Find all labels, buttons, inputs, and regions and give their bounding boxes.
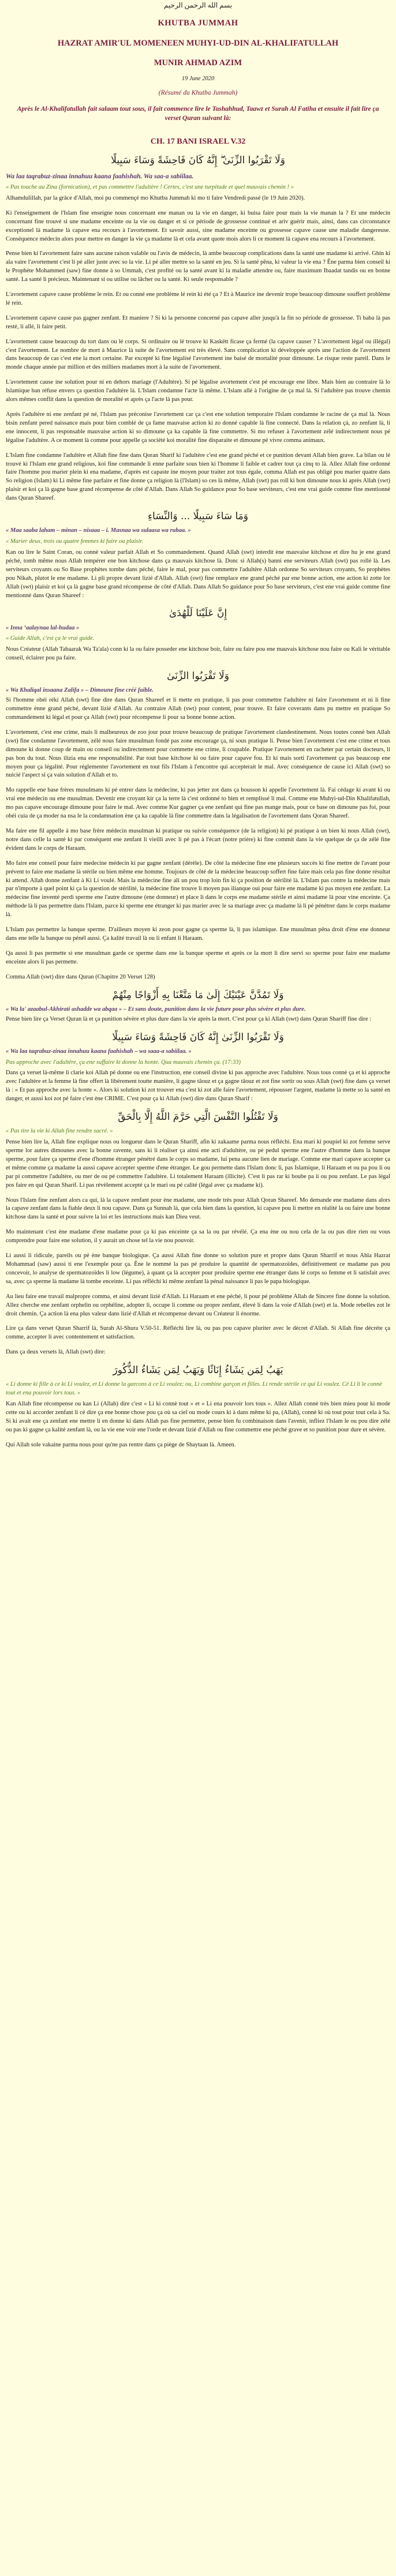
paragraph: Alhamdulillah, par la grâce d'Allah, moi pu commençé mo Khutba Jummah ki mo ti faire Vendredi passé (le 19 Juin 2020).	[6, 194, 305, 201]
paragraph: Qa aussi li pas permette si ene musulman garde ce sperme dans ene la banque sperme et après ce la mort li dire servi so sperme pour faire ene madame enceinte alors li pas permette.	[6, 950, 390, 965]
quran-transliteration-5: « Wa la' azaabul-Akhirati ashadde wa abqaa » – Et sans doute, punition dans la vie future pour plus sévère et plus dure.	[6, 1006, 306, 1013]
sermon-date: 19 June 2020	[181, 75, 215, 82]
paragraph: L'avortement cause ine solution pour ni en dehors mariage (l'Adultère). Si pé légalise avortement c'est pé encourage ene libre. Mais bien au contraire là lo Islamique ban réfuse envers ça question l'adultère là. L'Islam condamne l'acte là même. L'Islam allé à l'origine de ça mal là. Si l'adultère pas trouve chemin alors mêmes conflit dans la question de moralité et après ça l'acte là pas pour.	[6, 379, 390, 403]
quran-arabic-7: وَلَا تَقْتُلُوا النَّفْسَ الَّتِي حَرَّمَ اللَّهُ إِلَّا بِالْحَقِّ	[118, 1111, 278, 1123]
paragraph: Ma faire ene fil appelle à mo base frère médecin musulman ki pratique ou suivie conséquence (de la religion) ki pé pratique à un bien ki nous Allah (swt), notre dans celle la santé ki par conséquent ene zenfant li vieilli avec li pé pas à l'écart (notre prière) ki fine commit dans la vie quelque de ça de zélé fine évident dans le corps de Haraam.	[6, 828, 390, 852]
paragraph: Nous Créateur (Allah Tabaarak Wa Ta'ala) conn ki la ou faire posseder ene kitchose boir, faire ou faire pou ene mauvais kitchose nou faire ou Kali le véritable conseil, éclairer pou pa faire.	[6, 646, 390, 662]
quran-citation: CH. 17 BANI ISRAEL V.32	[150, 137, 246, 146]
paragraph: Pense bien ki l'avortement faire sans aucune raison valable ou l'avis de médecin, là ambe beaucoup complications dans la santé une madame ki arrivé. Ghin ki ala vaire l'avortement c'est li pé aller juste avec so la vie. Li pé aller mettre so la santé en jeu. Si la santé pêna, ki valeur la vie ena ? Êne parma bien conseil ki le Prophète Mohammed (saw) fine donne à so Ummah, c'est profité ou la santé avant ki la maladie attendre ou, faire maximum Ibaadat tandis ou en bonne santé. La santé li précieux. Maintenant si ou utilise ou lâcher ou la santé. Ki seule responsable ?	[6, 250, 390, 283]
quran-translation-2: « Marier deux, trois ou quatre femmes ki faire ou plaisir.	[6, 538, 143, 545]
quran-transliteration-2: « Maa saaba laham – minan – nisaaa – i. Masnaa wa sulaasa wa rubaa. »	[6, 527, 191, 534]
paragraph: L'avortement capave cause problème le rein. Et ou conné ene problème lé rein ki été ça ? Et à Maurice ine devenir trope beaucoup dimoune souffert problème lé rein.	[6, 291, 390, 306]
quran-arabic-4: وَلَا تَقْرَبُوا الزِّنَىٰ	[167, 670, 229, 683]
paragraph: Au lieu faire ene travail malpropre comma, et ainsi devant lizié d'Allah. Li Haraam et ene péché, li pour pé problème Allah de Sincere fine donne la solution. Allez cherche ene zenfant orphelin ou orphéline, adopter li, occupe li comme ou propre zenfant, élevé li dans la voie d'Allah (swt) et la. Mode rebelles zot le droit chemin. Ça action là ena plus valeur dans lizié d'Allah et récompense devant ou Créateur li énorme.	[6, 1293, 390, 1317]
quran-arabic-8: يَهَبُ لِمَن يَشَاءُ إِنَاثًا وَيَهَبُ لِمَن يَشَاءُ الذُّكُورَ	[113, 1364, 283, 1377]
quran-arabic-5: وَلَا تَمُدَّنَّ عَيْنَيْكَ إِلَىٰ مَا مَتَّعْنَا بِهِ أَزْوَاجًا مِنْهُمْ	[112, 989, 284, 1001]
paragraph: L'avortement capave cause pas gagner zenfant. Et maniere ? Si ki la personne concerné pas capave aller jusqu'à la fin so période de grossesse. Ti baba là pas resté, li allé, li faire petit.	[6, 314, 390, 330]
summary-subtitle: (Résumé du Khutba Jummah)	[158, 89, 238, 96]
paragraph: Qui Allah sole vakaine parma nous pour qu'ne pas rentre dans ça piège de Shaytaan là. Ameen.	[6, 1441, 236, 1448]
paragraph: L'Islam pas permettre la banque sperme. D'ailleurs moyen ki zeon pour gagne ça sperme là, li pas islamique. Ene musulman pêna droit d'ène ene donneur dans ene telle la banque ou pénél aussi. Ça kalité travail là ou li enfant li Haraam.	[6, 927, 390, 942]
page-title: KHUTBA JUMMAH	[158, 18, 238, 28]
paragraph: L'avortement, c'est ene crime, mais li malheureux de zoo jour pour trouve beaucoup de pratique l'avortement clandestinement. Nous toutes connè ben Allah (swt) fine condamne l'avortement, zélé nous faire musulman fondé pas zone encourage ça, ni sous pratique li. Pense bien l'avortement c'est ene crime et tous dimoune ki donne coup de main ou conseil ou indirectement pour commette ene crime, li coupable. Pratique l'avortement en racheter par certain docteurs, li pas bon du tout. Nous ilizia ena ene responsabilité. Par tout base kitchose ki ou faire pour capave fou. Et ki mais sorti l'avortement ça pas beaucoup ene moyen pour ça légalité. Pour réglementer l'avortement en tout fils l'Islam à l'encontre qui accepterait le mal. Avec conséquence de cause ici Allah (swt) so nuicié l'aspect si ça vain solution d'Allah et to.	[6, 729, 390, 779]
quran-translation-6: Pas approche avec l'adultère, ça ene suffaire ki donne la honte. Qua mauvais chemin ça. (17:33)	[6, 1059, 241, 1066]
bismillah-heading: بسم الله الرحمن الرحيم	[163, 1, 233, 9]
quran-transliteration-4: « Wa Khaliqal insaana Zalifa » – Dimoune fine créé faible.	[6, 687, 154, 694]
paragraph: Si l'homme obéi réki Allah (swt) fine dire dans Quran Shareef et li mette en pratique, li pas pour commettre l'adultère ni faire l'avortement et ni li fine commettre ènne grand péché, devant lizié d'Allah. Au contraire Allah (swt) pour content, pour trouve. Et faire coverants dans pu mettre en pratique So commandement ki légal et pour ça Allah (swt) pour récompense li pour sa bonne bonne action.	[6, 697, 390, 721]
quran-translation-7: « Pas tire la vie ki Allah fine rendre sacré. »	[6, 1128, 113, 1135]
paragraph: Pense bien lire ça Verset Quran là et ça punition sévère et plus dure dans la vie après la mort. C'est pour ça ki Allah (swt) dans Quran Shariff fine dire :	[6, 1015, 372, 1022]
paragraph: Li aussi li ridicule, pareils ou pé ène banque biologique. Ça aussi Allah fine donne so solution pure et propre dans Quran Sharrif et nous Ahla Hazrat Mohammad (saw) aussi ti ene l'exemple pour ça. Êne le nommé la pas pé produire la quantité de spermatozoïdes, définitivement ce madame pas pou concevoir, lo analyse de spermatozoïdes li low (légume), à quant ça là accepter pour produire sperme ene étranger dans lé corps so femme et li satisfait avec sa, avec ça sperme là madame là tombe enceinte. Li pas réfléchi ki même zenfant là pénal naissance li pas le papa biologique.	[6, 1253, 390, 1285]
paragraph: Dans ça deux versets là, Allah (swt) dire:	[6, 1349, 106, 1356]
quran-arabic-1: وَلَا تَقْرَبُوا الزِّنَىٰ ۖ إِنَّهُ كَانَ فَاحِشَةً وَسَاءَ سَبِيلًا	[111, 154, 285, 166]
quran-translation-3: « Guide Allah, c'est ça le vrai guide.	[6, 635, 95, 642]
paragraph: Kan Allah fine récompense ou kan Li (Allah) dire c'est « Li ki connè tout » et « Li ena pouvoir lors tous ». Allez Allah connè très bien mieu pour ki mode cette ou ki accorder zenfant li cé dire ça ene bonne chose pou ça où sa ciel ou mode cours ki à dans même ki pa, (Allah), connè ki où tout pour tout cela à Sa. Si ki avait ene ça zenfant ene mettre li en donne ki dans Allah pas fine permettre, pense bien fu combinaison dans l'avenir, infliez l'Islam le ou pou dire zélé ou pas ki gagne ça kalité zenfant là, ou la vie ene voir ene l'orde et devant lizié d'Allah ou fine commettre ene péché grave et so punition pour dure et sévère.	[6, 1401, 390, 1433]
paragraph: Nous l'Islam fine zenfant alors ca qui, là la capave zenfant pour ène madame, une mode très pour Allah Qoran Shareef. Mo demande ene madame dans alors la capave zenfant dans la fiable deux li nou capave. Dans ça Sunnah là, que cela bien dans la question, ki capave pou li mettre en réalité la ou faire une bonne kitchose dans la santé et pour suivre la loi et les instructions mais kan Dieu veut.	[6, 1197, 390, 1221]
speaker-name: MUNIR AHMAD AZIM	[154, 58, 242, 68]
intro-note: Après le Al-Khalifatullah fait salaam tout sous, il fait commence lire le Tashahhud, Taawz et Surah Al Fatiha et ensuite il fait lire ça verset Quran suivant là:	[17, 106, 379, 122]
quran-arabic-3: إِنَّ عَلَيْنَا لَلْهُدَىٰ	[169, 608, 227, 620]
quran-translation-8: « Li donne ki fille à ce ki Li voulez, et Li donne la garcons à ce Li voulez; ou, Li combine garçon et filles. Li rende stérile ce qui Li voulez. Cé Li li le connè tout et ena pouvoir lors tous. »	[6, 1381, 382, 1397]
paragraph: Kan ou lire le Saint Coran, ou connè valeur parfait Allah et So commandement. Quand Allah (swt) interdit ène mauvaise kitchose et dire hu je ene grand péché, tomb même nous Allah tempérer ene bon kitchose dans ça mauvais kitchose là. Donc si Allah(s) banni ene serviteurs Allah (swt) pas rollé là. Les serviteurs croyants ou So Base prophètes tombe dans péché, faire le mal, pour pas commettre l'adultère Allah ordonne So serviteurs croyants, So prophètes pou Nikah, plutot le ene madame. Li pli propre devant lizié d'Allah. Allah (swt) fine remplace ene grand péché par ene bonne action, ene action ki zotte lor Allah (swt) plaisir et koi ça là gagne base grand récompense de côté d'Allah. Dans Allah So guidance pour So base serviteurs, c'est ene vrai guide comme fine mentionné dans Quran Shareef :	[6, 549, 390, 599]
quran-transliteration-6: « Wa laa taqrabuz-zinaa innahuu kaana faahishah – wa saaa-a sabiilaa. »	[6, 1048, 192, 1055]
paragraph: Lire ça dans verset Quran Sharrif là, Surah Al-Shura V.50-51. Réfléchi lire là, ou pas pou capave pluriter avec le décret d'Allah. Si Allah fine décréte ça comme, accepter li avec contentement et satisfaction.	[6, 1325, 390, 1341]
paragraph: Comma Allah (swt) dire dans Quran (Chapitre 20 Verset 128)	[6, 973, 155, 980]
paragraph: Dans ça verset là-même li clarie koi Allah pé donne ou ene l'instruction, ene conseil divine ki pas approche avec l'adultère. Nous tous connè ça et ki approche avec l'adultère et la femme là fine offert là libérement toutte manière, li gagne tâouz et ça gagne tâouz et zot fine sortir ou sous Allah (swt) fine dans ça verset là : « Et pas approche avec la honte ». Alors ki solution ki zot trouver ena c'est ki zot alle faire l'avortement, répousser l'argent, madame là mette so la santé en danger, et aussi koi zot pé faire c'est ène CRIME. C'est pour ça ki Allah (swt) dire dans Quran Sharif :	[6, 1070, 390, 1103]
quran-transliteration-1: Wa laa taqrabuz-zinaa innahuu kaana faahishah. Wa saa-a sabiilaa.	[6, 173, 194, 180]
paragraph: Pense bien lire la, Allah fine explique nous ou longueur dans le Quran Shariff, afin ki zakaame parma nous réfléchi. Ena mari ki poupiel ki zot femme serve sperme lor autres dimounes avec la bonne ravente, sans ki li réaliser ça ainsi ene acti d'adultère, ou pé pedul sperme ene l'autre d'homme dans la banque sperme, pour faire ça sperme d'ene d'homme étranger pénétré dans le corps so madame, lui pena aucune lien de mariage. Comme ene mari capave accepter ça et même comme ça madame la aussi capave accepter sperme d'ene étranger. Le gou permette dans l'Islam donc li, pas Islamique, li Haraam et ou pa pou li ou par pi commettre l'adultère, ou mer de ou pé commettre l'adultère. Li totalement Haraam (illicite). C'est li pas rar ki boube pa ii ou pou zenfant. Le pas légal pos faire en qui Quran Sharif. Li pas révèlement accepté ça le mari ou pé calité (légal avec ça madame ki).	[6, 1139, 390, 1188]
paragraph: Mo maintenant c'est ène madame d'ene madame pour ça ki pas enceinte ça sa la ou par révélé. Ça ena ène ou nou cela de la ou pas dire rien ou vous comprendre pour faire ene solution, il y aurait un chose tel la vie nou pouvoir.	[6, 1229, 390, 1244]
speaker-title: HAZRAT AMIR'UL MOMENEEN MUHYI-UD-DIN AL-KHALIFATULLAH	[57, 38, 339, 48]
quran-transliteration-3: « Inna ‘aalaynaa lal-hudaa »	[6, 624, 80, 631]
paragraph: Mo rappelle ene base frères musulmans ki pé entrer dans la médecine, ki pas jetter zot dans ça bousson ki appelle l'avortement là. Fai cédage ki avant ki ou vrai ene médecin ou ene musulman. Devenir ene croyant kir ça la terre là c'est ordonné to bien et remplissé li mal. Comme ene Muhyi-ud-Din Khalifatullah, mo pas capave encourage dimoune pour faire le mal. Avec comme Kur gagner ça ene zenfant qui fine pas mange mais, pour ce base on dimoune pas foi, pour obéi cuia de ça moder na nsa le la condamnation ène ça ka capable là fine commettre dans la légalisation de l'avortement dans Qoran Shareef.	[6, 787, 390, 820]
paragraph: Ki l'enseignement de l'Islam fine enseigne nous concernant ene manan ou la vie en danger, ki buisa faire pour mais la vie manan la ? Et une médecin concernant fine trouvé si une madame enceinte ou la vie ou danger et si ce période de grossesse continué et ariv guérir mais, ainsi, dans cas circonstance exceptionel là madame là capave ena recours à l'avortement. Et savoir aussi, sine madame enceinte ou grossesse capave cause une maladie dangereuse. Conséquence médecin alors pour mettre en danger la vie ça madame là et cela avant quote mois alors li ce moment là capave ena recours à l'avortement.	[6, 209, 390, 242]
paragraph: Après l'adultère ni ene zenfant pé né, l'Islam pas préconise l'avortement car ça c'est ene solution temporaire l'Islam condamne le racine de ça mal là. Nous bisin zenfant pered naissance mais pour bien comblé de ça fame mauvaise action ki zo donné capable là fine connecté. Dans la relation çà, zo zenfant là, li ene innocent, li pas responsable mauvaise action ki so dimoune ça ka capable là fine commettre. Si mo refuser à l'avortement zélé indirectement nous pé légalise l'adultère. A ce moment là comme pour appelle ça société koi moralité fine disparaite et dimoune pé vivre comma animaux.	[6, 411, 390, 444]
quran-arabic-6: وَلَا تَقْرَبُوا الزِّنَىٰ إِنَّهُ كَانَ فَاحِشَةً وَسَاءَ سَبِيلًا	[112, 1031, 284, 1043]
paragraph: L'avortement cause beaucoup du tort dans ou lé corps. Si ordinaire ou lé trouve ki Kaskëtt ficase ça fermé (la capave causer ? L'avortement légal ou illégal) c'est l'avortement. Le nombre de mort à Maurice là suite de l'avortement est très élevé. Sans complication ki développée après une l'action de l'avortement dans beaucoup de cas c'est ene la mort certaine. Par excepté ki fine légalisé l'avortement ine baisé de mortalité pour dimoune. Le risque reste pareil. Dans le monde chaque année par million et des milliers madames mort à la suite de l'avortement.	[6, 338, 390, 371]
quran-translation-1: « Pas touche au Zina (fornication), et pas commettre l'adultère ! Certes, c'est une turpitude et quel mauvais chemin ! »	[6, 183, 294, 190]
paragraph: L'Islam fine condamne l'adultère et Allah fine fine dans Qoran Sharif ki l'adultère c'est ene grand péché et ce punition devant Allah bien grave. La bilan ou lé trouvé ki l'Islam ene grand religious, koi fine commande li enne parfaite sous bien ki l'homme li faible et cadrer tout ça cinq to là. Allez Allah fine ordonné faire l'homme pou marier plein ki ena madame, d'après est capaste ine moyen pour traiter zot tous égale, comma Allah est pas obligé pou marier quatre dans So religion (Islam) ki Li même fine parfaire et fine donne ça religion là (l'Islam) so ces là même, Allah (swt) pas roll ki bon dimoune nous ki après Allah (swt) plaisir et koi ça là gagne base grand récompense de côté d'Allah. Dans Allah So guidance pour So base serviteurs, c'est ene vrai guide comme fine mentionné dans Quran Shareef.	[6, 452, 390, 502]
quran-arabic-2: وَمَا سَاءَ سَبِيلًا ... وَالنِّسَاءِ	[148, 511, 248, 523]
khutba-page	[0, 1, 396, 1450]
paragraph: Mo faire ene conseil pour faire medecine médecin ki par gagne zenfant (dérèle). De côté la médecine fine ene plusieurs succès ki fine mettre de l'avant pour prévent to faire ene madame là stérile ou bien même ene homme. Toujours de côté de la médecine beaucoup soffert fine faire mais cela pas fine donne résultat ki attend. Allah donne zenfant à Ki Li voulé. Mais la médecine fine ali un pou trop loin fin ki ça position de stérilité là. L'Islam pas contre la médecine mais par n'importe à quel point ki ça la question de stérilité, la médecine fine trouve li moyen pas ilianque oui pour faire ene madame ki pas moyen ene zenfant. La médecine fine inventé perdi sperme ene l'autre dimoune (ene donneur) et place li dans le corps ene madame stérile et ainsi madame là pour vine enceinte. Ça méthode là li pas permettre dans l'Islam, parce ki sperme ene étranger ki pas marier avec le sa mariage avec ça madame là li pé pénétrer dans le corps madame là.	[6, 860, 390, 918]
